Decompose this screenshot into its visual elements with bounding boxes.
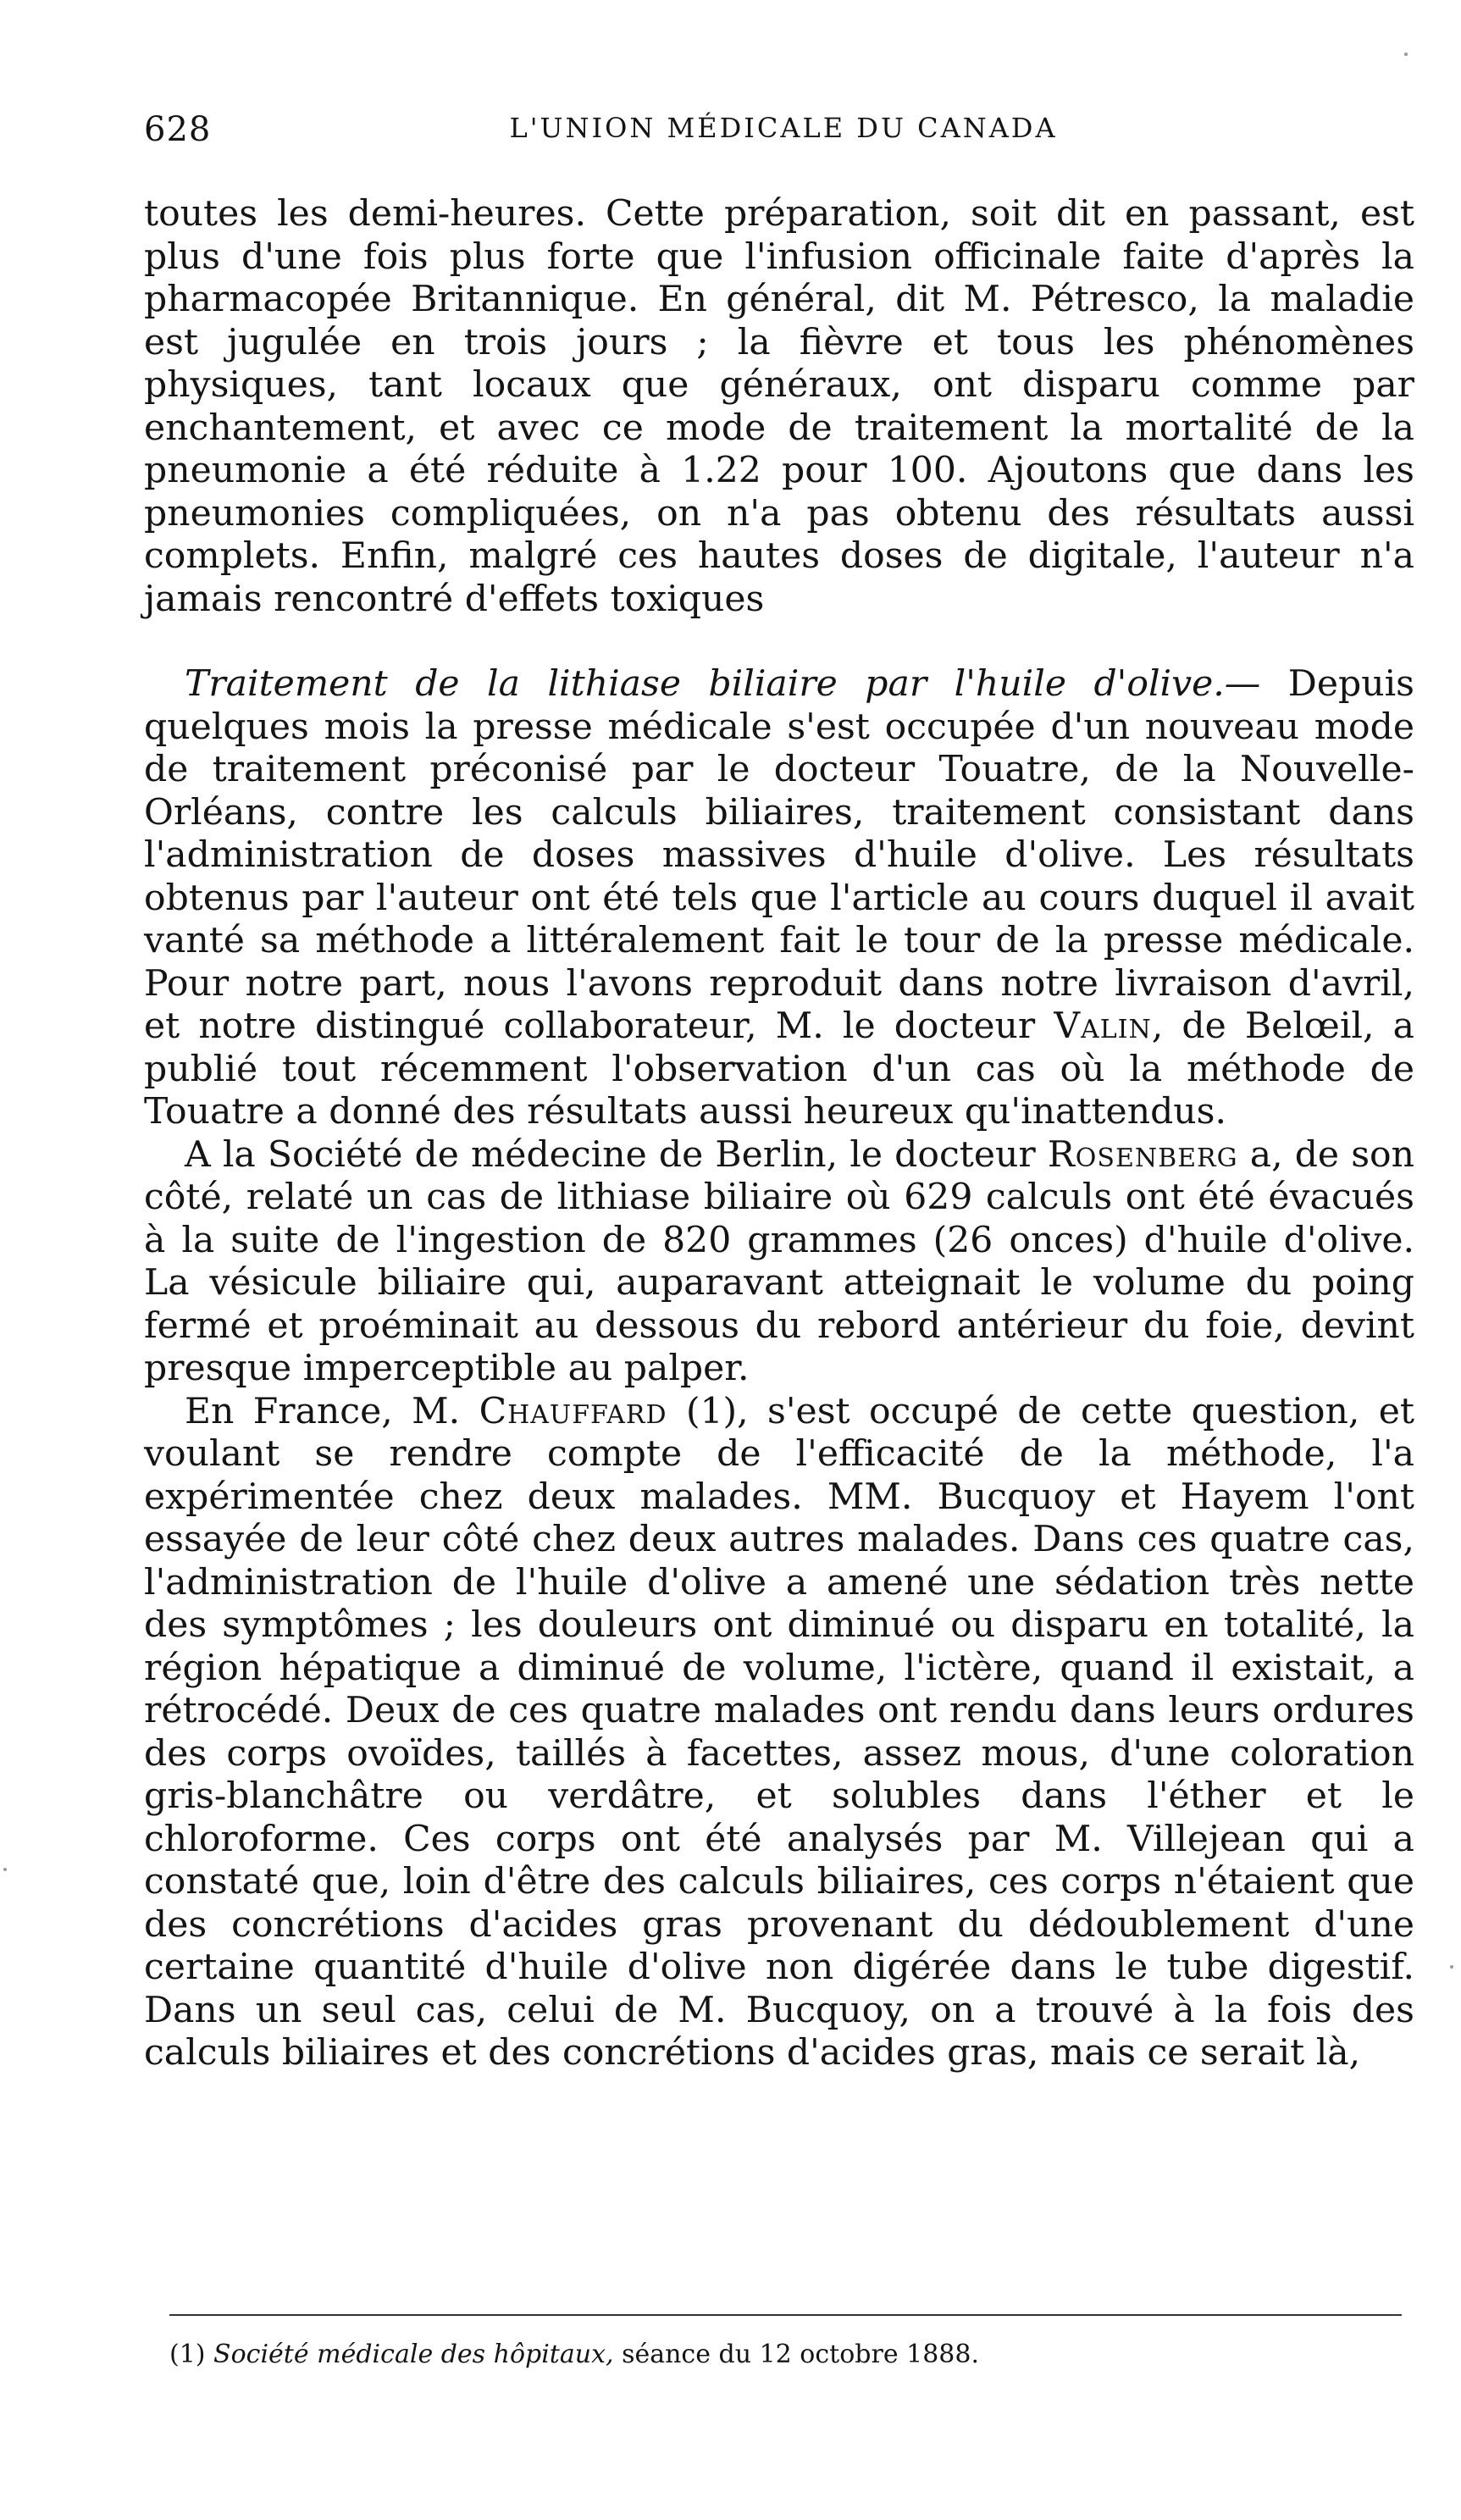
page-number: 628 xyxy=(144,110,212,149)
paragraph-4 xyxy=(144,1391,1414,2075)
running-title: L'UNION MÉDICALE DU CANADA xyxy=(509,112,1058,144)
footnote-marker: (1) xyxy=(169,2340,206,2369)
paper-speck xyxy=(1404,53,1408,56)
body-text xyxy=(144,193,1414,2075)
paper-speck xyxy=(1450,1965,1453,1969)
section-gap xyxy=(144,621,1414,663)
paragraph-2-text-b: , de Belœil, a publié tout récemment l'observation d'un cas où la méthode de Touatre a donné des résultats aussi heureux qu'inattendus. xyxy=(144,1005,1414,1133)
person-name-rosenberg: Rosenberg xyxy=(1047,1133,1238,1176)
footnote-text: séance du 12 octobre 1888. xyxy=(613,2340,979,2369)
paragraph-3 xyxy=(144,1134,1414,1391)
paragraph-2 xyxy=(144,663,1414,1134)
footnote-rule xyxy=(169,2314,1402,2316)
footnote xyxy=(169,2338,1402,2372)
footnote-source: Société médicale des hôpitaux, xyxy=(213,2340,614,2369)
person-name-chauffard: Chauffard xyxy=(479,1390,667,1432)
paragraph-1: toutes les demi-heures. Cette préparation, soit dit en passant, est plus d'une fois plus forte que l'infusion officinale faite d'après la pharmacopée Britannique. En général, dit M. Pétresco, la maladie est jugulée en trois jours ; la fièvre et tous les phénomènes physiques, tant locaux que généraux, ont disparu comme par enchantement, et avec ce mode de traitement la mortalité de la pneumonie a été réduite à 1.22 pour 100. Ajoutons que dans les pneumonies compliquées, on n'a pas obtenu des résultats aussi complets. Enfin, malgré ces hautes doses de digitale, l'auteur n'a jamais rencontré d'effets toxiques xyxy=(144,193,1414,620)
paragraph-2-text-a: Depuis quelques mois la presse médicale s'est occupée d'un nouveau mode de traitement préconisé par le docteur Touatre, de la Nouvelle-Orléans, contre les calculs biliaires, traitement consistant dans l'administration de doses massives d'huile d'olive. Les résultats obtenus par l'auteur ont été tels que l'article au cours duquel il avait vanté sa méthode a littéralement fait le tour de la presse médicale. Pour notre part, nous l'avons reproduit dans notre livraison d'avril, et notre distingué collaborateur, M. le docteur xyxy=(144,663,1414,1047)
section-title: Traitement de la lithiase biliaire par l'huile d'olive.— xyxy=(185,663,1261,705)
paper-speck xyxy=(3,1868,7,1871)
page-header xyxy=(144,110,1423,161)
paragraph-4-text-b: (1), s'est occupé de cette question, et voulant se rendre compte de l'efficacité de la méthode, l'a expérimentée chez deux malades. MM. Bucquoy et Hayem l'ont essayée de leur côté chez deux autres malades. Dans ces quatre cas, l'administration de l'huile d'olive a amené une sédation très nette des symptômes ; les douleurs ont diminué ou disparu en totalité, la région hépatique a diminué de volume, l'ictère, quand il existait, a rétrocédé. Deux de ces quatre malades ont rendu dans leurs ordures des corps ovoïdes, taillés à facettes, assez mous, d'une coloration gris-blanchâtre ou verdâtre, et solubles dans l'éther et le chloroforme. Ces corps ont été analysés par M. Villejean qui a constaté que, loin d'être des calculs biliaires, ces corps n'étaient que des concrétions d'acides gras provenant du dédoublement d'une certaine quantité d'huile d'olive non digérée dans le tube digestif. Dans un seul cas, celui de M. Bucquoy, on a trouvé à la fois des calculs biliaires et des concrétions d'acides gras, mais ce serait là, xyxy=(144,1390,1414,2074)
paragraph-4-text-a: En France, M. xyxy=(185,1390,479,1432)
paragraph-3-text-a: A la Société de médecine de Berlin, le docteur xyxy=(185,1133,1048,1176)
paragraph-3-text-b: a, de son côté, relaté un cas de lithiase biliaire où 629 calculs ont été évacués à la suite de l'ingestion de 820 grammes (26 onces) d'huile d'olive. La vésicule biliaire qui, auparavant atteignait le volume du poing fermé et proéminait au dessous du rebord antérieur du foie, devint presque imperceptible au palper. xyxy=(144,1133,1414,1389)
person-name-valin: Valin xyxy=(1054,1005,1152,1047)
